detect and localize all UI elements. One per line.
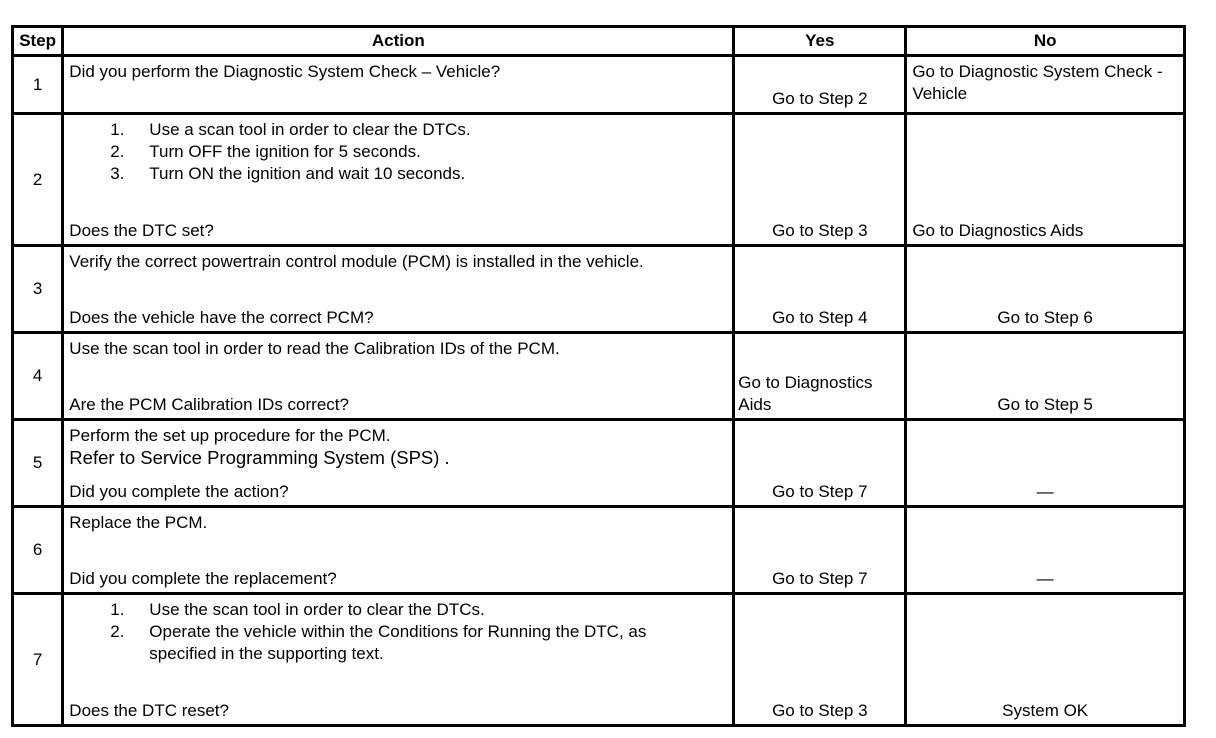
table-row — [13, 507, 1185, 594]
diagnostic-table — [11, 25, 1186, 727]
header-yes: Yes — [734, 27, 906, 56]
action-cell — [63, 56, 734, 114]
no-cell — [906, 114, 1185, 246]
step-number: 1 — [13, 56, 63, 114]
no-result[interactable]: Go to Step 5 — [997, 395, 1093, 414]
table-row — [13, 420, 1185, 507]
list-item: Use the scan tool in order to clear the DTCs. — [149, 600, 485, 619]
table-row — [13, 333, 1185, 420]
action-list — [69, 599, 727, 665]
header-no: No — [906, 27, 1185, 56]
table-row — [13, 594, 1185, 726]
yes-cell — [734, 246, 906, 333]
action-cell — [63, 114, 734, 246]
yes-result[interactable]: Go to Step 3 — [772, 701, 868, 720]
yes-result[interactable]: Go to Diagnostics Aids — [738, 373, 873, 414]
no-result[interactable]: Go to Diagnostics Aids — [912, 221, 1084, 240]
yes-cell — [734, 594, 906, 726]
list-item: Turn ON the ignition and wait 10 seconds. — [149, 164, 466, 183]
action-question: Did you complete the action? — [69, 482, 289, 501]
table-row — [13, 56, 1185, 114]
no-cell — [906, 420, 1185, 507]
yes-result[interactable]: Go to Step 7 — [772, 482, 868, 501]
table-row — [13, 114, 1185, 246]
yes-cell — [734, 507, 906, 594]
action-list — [69, 119, 727, 185]
sps-reference-link[interactable]: Refer to Service Programming System (SPS) . — [69, 447, 450, 468]
yes-cell — [734, 56, 906, 114]
step-number: 3 — [13, 246, 63, 333]
step-number: 4 — [13, 333, 63, 420]
step-number: 2 — [13, 114, 63, 246]
yes-cell — [734, 420, 906, 507]
header-action: Action — [63, 27, 734, 56]
action-question: Does the DTC set? — [69, 221, 214, 240]
action-text: Use the scan tool in order to read the Calibration IDs of the PCM. — [69, 339, 560, 358]
yes-result[interactable]: Go to Step 2 — [772, 89, 868, 108]
yes-result[interactable]: Go to Step 7 — [772, 569, 868, 588]
table-row — [13, 246, 1185, 333]
action-cell — [63, 420, 734, 507]
no-result: — — [1036, 482, 1054, 501]
action-cell — [63, 507, 734, 594]
list-item: Turn OFF the ignition for 5 seconds. — [149, 142, 421, 161]
list-item: Operate the vehicle within the Conditions for Running the DTC, as specified in the supporting text. — [149, 622, 647, 663]
no-cell — [906, 507, 1185, 594]
action-question: Does the DTC reset? — [69, 701, 229, 720]
yes-result[interactable]: Go to Step 3 — [772, 221, 868, 240]
step-number: 7 — [13, 594, 63, 726]
yes-result[interactable]: Go to Step 4 — [772, 308, 868, 327]
list-item: Use a scan tool in order to clear the DTCs. — [149, 120, 471, 139]
action-question: Are the PCM Calibration IDs correct? — [69, 395, 349, 414]
step-number: 5 — [13, 420, 63, 507]
no-result: System OK — [1002, 701, 1089, 720]
action-text: Verify the correct powertrain control module (PCM) is installed in the vehicle. — [69, 252, 644, 271]
no-result: — — [1036, 569, 1054, 588]
action-question: Did you complete the replacement? — [69, 569, 337, 588]
action-text: Did you perform the Diagnostic System Check – Vehicle? — [69, 62, 501, 81]
no-cell — [906, 333, 1185, 420]
header-step: Step — [13, 27, 63, 56]
header-row — [13, 27, 1185, 56]
action-cell — [63, 594, 734, 726]
yes-cell — [734, 333, 906, 420]
step-number: 6 — [13, 507, 63, 594]
no-cell — [906, 246, 1185, 333]
action-question: Does the vehicle have the correct PCM? — [69, 308, 374, 327]
no-cell — [906, 56, 1185, 114]
action-text: Perform the set up procedure for the PCM. — [69, 426, 391, 445]
no-result[interactable]: Go to Diagnostic System Check - Vehicle — [912, 62, 1163, 103]
action-text: Replace the PCM. — [69, 513, 208, 532]
no-cell — [906, 594, 1185, 726]
action-cell — [63, 333, 734, 420]
yes-cell — [734, 114, 906, 246]
action-cell — [63, 246, 734, 333]
no-result[interactable]: Go to Step 6 — [997, 308, 1093, 327]
